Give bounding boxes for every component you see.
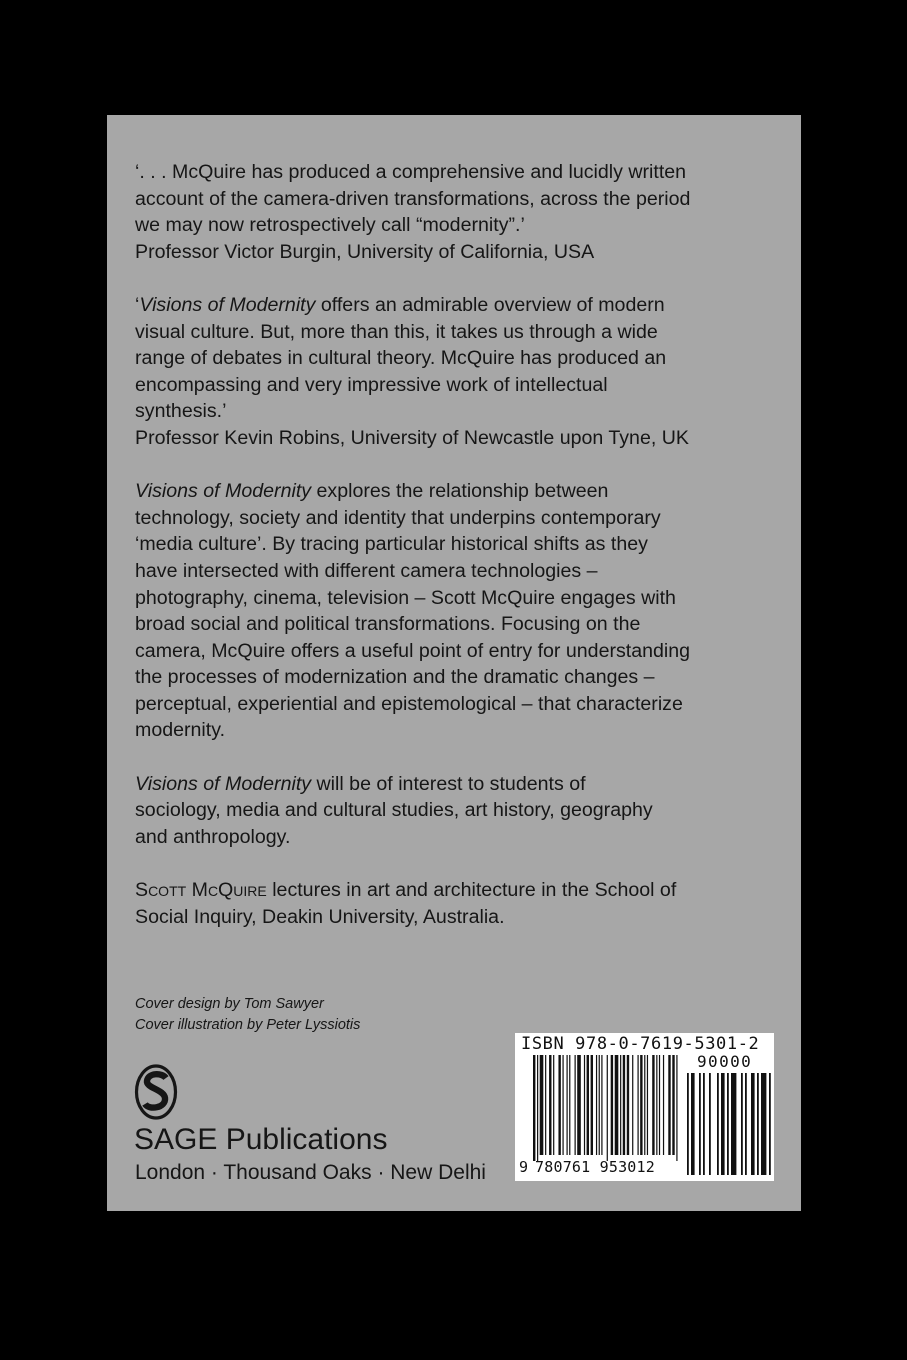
barcode-bar [558, 1055, 560, 1155]
barcode-bar [637, 1055, 638, 1155]
barcode-bar [676, 1055, 677, 1161]
addon-bar [721, 1073, 725, 1175]
barcode-bar [562, 1055, 563, 1155]
description-line-5: photography, cinema, television – Scott McQuire engages with [135, 586, 676, 609]
review-2 [135, 292, 790, 452]
barcode-bar [553, 1055, 554, 1155]
addon-bar [745, 1073, 747, 1175]
addon-bar [709, 1073, 711, 1175]
review-2-attribution: Professor Kevin Robins, University of Newcastle upon Tyne, UK [135, 426, 689, 449]
addon-bar [691, 1073, 695, 1175]
audience-line-3: and anthropology. [135, 825, 291, 848]
review-2-book-title: Visions of Modernity [139, 293, 316, 316]
back-cover [107, 115, 801, 1211]
description [135, 478, 790, 744]
barcode-bar [644, 1055, 645, 1155]
ean-lead-digit: 9 [519, 1158, 529, 1176]
description-line-2: technology, society and identity that underpins contemporary [135, 506, 661, 529]
review-2-line-3: range of debates in cultural theory. McQuire has produced an [135, 347, 667, 370]
barcode-bar [545, 1055, 546, 1155]
barcode-bar [599, 1055, 600, 1155]
addon-bar [761, 1073, 766, 1175]
cover-credits [135, 994, 360, 1035]
review-2-open-quote: ‘ [135, 293, 140, 316]
description-book-title: Visions of Modernity [135, 480, 312, 503]
author-bio [135, 877, 790, 930]
addon-bar [727, 1073, 729, 1175]
barcode-bar [615, 1055, 619, 1155]
review-2-line-5: synthesis.’ [135, 400, 227, 423]
audience-line-1-rest: will be of interest to students of [311, 772, 586, 795]
barcode-bar [672, 1055, 674, 1155]
cover-text [135, 159, 790, 957]
review-2-line-1 [135, 292, 790, 319]
addon-bar [751, 1073, 755, 1175]
review-1 [135, 159, 790, 265]
audience [135, 771, 790, 851]
review-2-line-4: encompassing and very impressive work of intellectual [135, 373, 608, 396]
review-1-line-2: account of the camera-driven transformations, across the period [135, 187, 691, 210]
barcode-bar [584, 1055, 585, 1155]
barcode-bar [663, 1055, 664, 1155]
cover-illustration-credit: Cover illustration by Peter Lyssiotis [135, 1016, 361, 1033]
barcode-bar [569, 1055, 570, 1155]
barcode-bar [659, 1055, 660, 1155]
barcode-bar [668, 1055, 670, 1155]
sage-s-logo-icon [134, 1063, 178, 1121]
author-bio-line-1 [135, 877, 790, 904]
barcode-bar [647, 1055, 648, 1155]
isbn-barcode [515, 1033, 774, 1181]
addon-bar [717, 1073, 719, 1175]
barcode-bar [611, 1055, 613, 1155]
barcode-bar [533, 1055, 535, 1161]
barcode-bar [652, 1055, 654, 1155]
addon-bar [699, 1073, 701, 1175]
addon-bar [769, 1073, 771, 1175]
barcode-bar [627, 1055, 629, 1155]
addon-bar [757, 1073, 759, 1175]
description-line-1 [135, 478, 790, 505]
author-name: Scott McQuire [135, 879, 267, 902]
review-2-line-2: visual culture. But, more than this, it takes us through a wide [135, 320, 658, 343]
barcode-bar [623, 1055, 625, 1155]
review-1-attribution: Professor Victor Burgin, University of California, USA [135, 240, 595, 263]
review-1-line-3: we may now retrospectively call “modernity”.’ [135, 214, 525, 237]
barcode-bar [591, 1055, 593, 1155]
barcode-bar [632, 1055, 633, 1155]
publisher-name: SAGE Publications [134, 1123, 388, 1156]
barcode-bar [577, 1055, 581, 1155]
ean-digits: 780761 953012 [535, 1158, 655, 1176]
author-bio-line-1-rest: lectures in art and architecture in the School of [266, 879, 677, 902]
audience-line-2: sociology, media and cultural studies, art history, geography [135, 799, 653, 822]
barcode-bar [596, 1055, 597, 1155]
addon-bar [731, 1073, 736, 1175]
author-bio-line-2: Social Inquiry, Deakin University, Australia. [135, 905, 505, 928]
description-line-8: the processes of modernization and the dramatic changes – [135, 666, 655, 689]
description-line-9: perceptual, experiential and epistemological – that characterize [135, 692, 683, 715]
description-line-6: broad social and political transformations. Focusing on the [135, 613, 641, 636]
barcode-bar [587, 1055, 589, 1155]
addon-bar [741, 1073, 743, 1175]
description-line-1-rest: explores the relationship between [311, 480, 609, 503]
cover-design-credit: Cover design by Tom Sawyer [135, 996, 324, 1012]
description-line-4: have intersected with different camera technologies – [135, 559, 598, 582]
barcode-bar [575, 1055, 576, 1155]
addon-bar [703, 1073, 705, 1175]
audience-line-1 [135, 771, 790, 798]
barcode-bar [620, 1055, 621, 1155]
description-line-10: modernity. [135, 719, 226, 742]
barcode-bar [601, 1055, 602, 1155]
addon-bar [687, 1073, 689, 1175]
description-line-3: ‘media culture’. By tracing particular historical shifts as they [135, 533, 648, 556]
barcode-bar [656, 1055, 657, 1155]
barcode-bar [537, 1055, 538, 1161]
review-2-line-1-rest: offers an admirable overview of modern [315, 293, 665, 316]
description-line-7: camera, McQuire offers a useful point of entry for understanding [135, 639, 691, 662]
audience-book-title: Visions of Modernity [135, 772, 312, 795]
isbn-text: ISBN 978-0-7619-5301-2 [521, 1034, 760, 1054]
barcode-bar [549, 1055, 551, 1155]
publisher-locations: London · Thousand Oaks · New Delhi [135, 1161, 486, 1184]
barcode-bar [566, 1055, 567, 1155]
price-code: 90000 [697, 1052, 753, 1071]
barcode-bar [607, 1055, 608, 1161]
review-1-line-1: ‘. . . McQuire has produced a comprehensive and lucidly written [135, 161, 687, 183]
barcode-bar [640, 1055, 642, 1155]
barcode-bar [540, 1055, 544, 1155]
